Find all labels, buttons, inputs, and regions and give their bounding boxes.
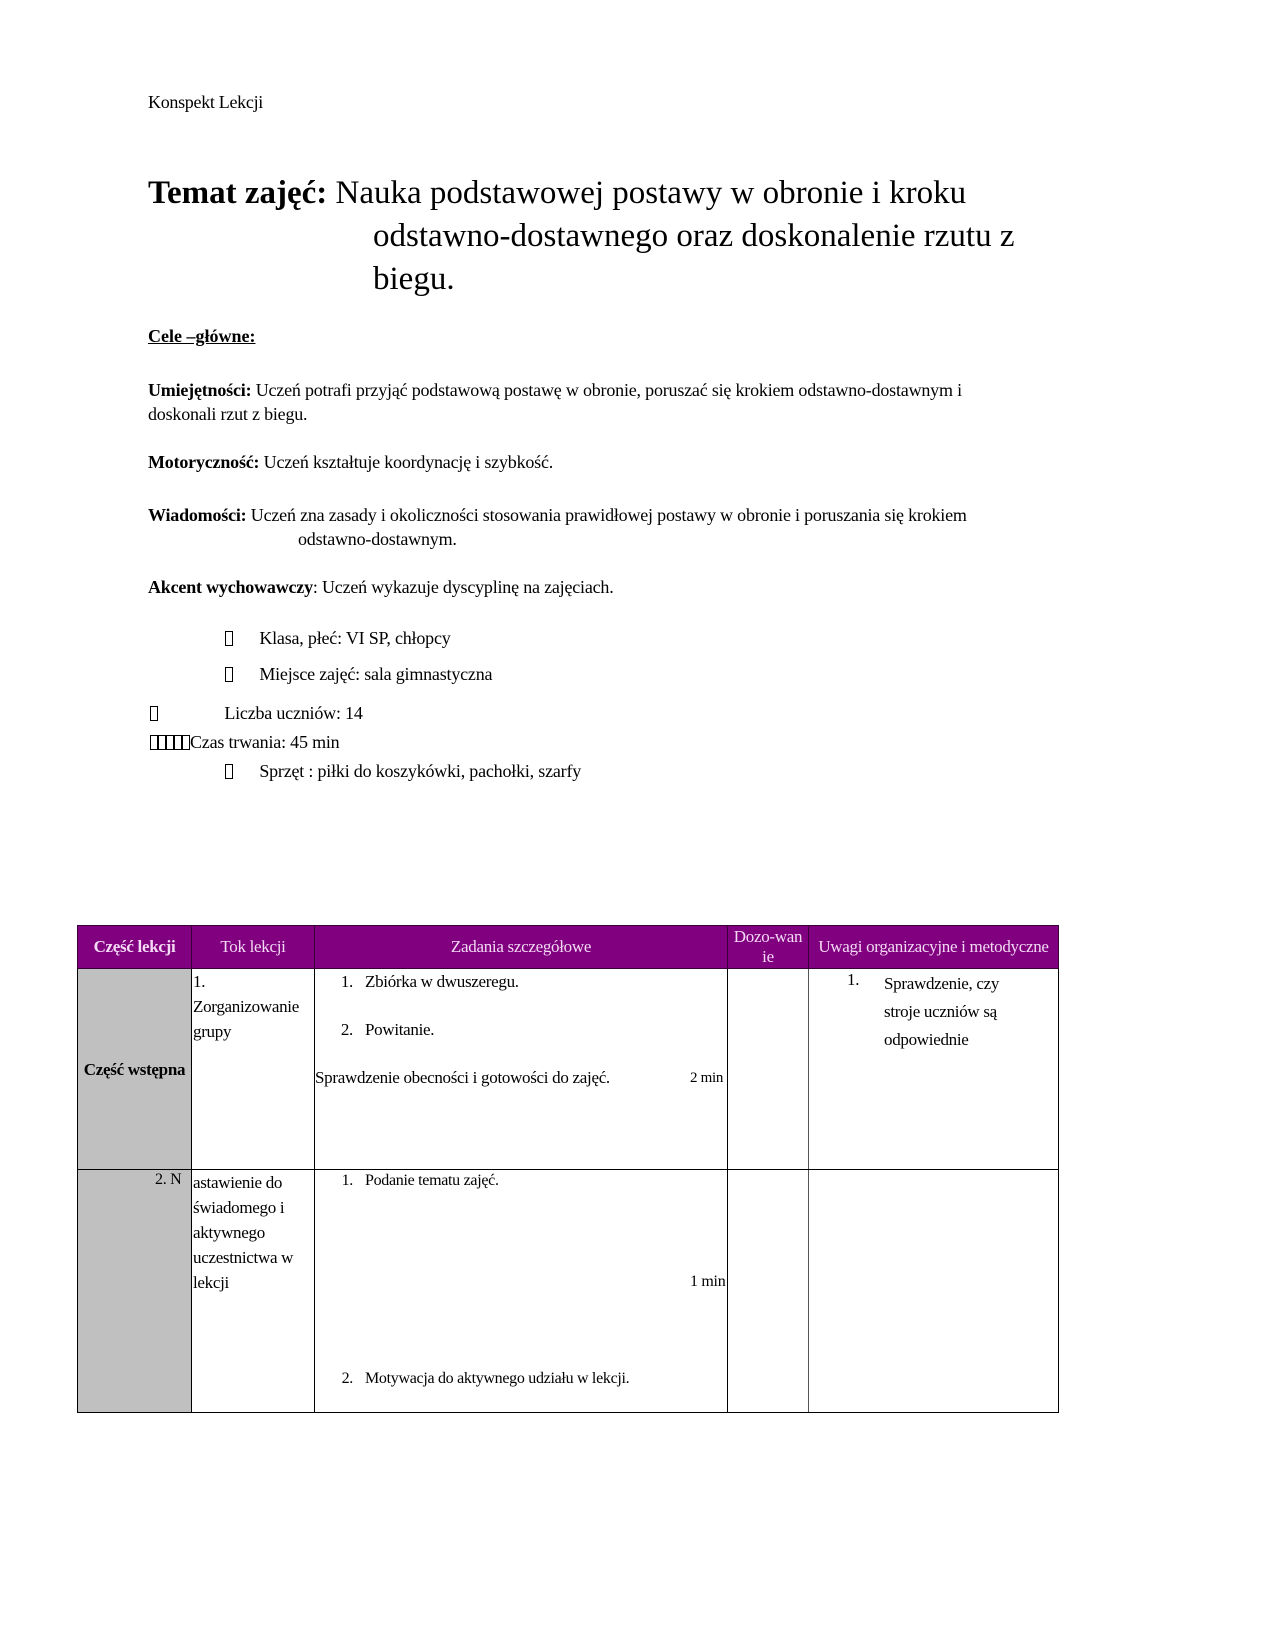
duration-label: 2 min — [690, 1070, 724, 1086]
topic-line-1 — [148, 172, 1128, 215]
goals-heading: Cele –główne: — [148, 326, 256, 346]
bullet-icon — [225, 631, 233, 646]
header-notes: Uwagi organizacyjne i metodyczne — [809, 926, 1059, 969]
info-place — [225, 664, 492, 685]
goal-educational-text: : Uczeń wykazuje dyscyplinę na zajęciach. — [312, 577, 614, 597]
goal-knowledge-text-2: odstawno-dostawnym. — [298, 529, 457, 549]
goal-motor — [148, 450, 1128, 474]
goal-skills-label: Umiejętności: — [148, 380, 252, 400]
info-duration-text: Czas trwania: 45 min — [190, 732, 340, 752]
flow-line: lekcji — [193, 1273, 229, 1292]
tasks-cell — [315, 1170, 728, 1413]
goal-knowledge-label: Wiadomości: — [148, 505, 247, 525]
lesson-plan-table — [77, 925, 1059, 1413]
lesson-topic — [148, 172, 1128, 301]
flow-line: astawienie do — [193, 1173, 283, 1192]
info-equipment-text: Sprzęt : piłki do koszykówki, pachołki, szarfy — [259, 761, 582, 781]
task-extra: Sprawdzenie obecności i gotowości do zajęć. — [315, 1068, 610, 1087]
topic-line-3: biegu. — [373, 261, 455, 297]
flow-number: 2. N — [155, 1171, 182, 1188]
notes-cell — [809, 1170, 1059, 1413]
flow-line: uczestnictwa w — [193, 1248, 294, 1267]
goal-skills — [148, 378, 1128, 426]
bullet-icon — [225, 764, 233, 779]
goal-knowledge — [148, 503, 1128, 551]
goal-educational — [148, 575, 1128, 599]
missing-glyph-icons — [150, 732, 190, 752]
header-dosage: Dozo-wan ie — [728, 926, 809, 969]
task-item: 2. Motywacja do aktywnego udziału w lekcji. — [341, 1370, 630, 1387]
topic-label: Temat zajęć: — [148, 175, 328, 211]
note-line: Sprawdzenie, czy — [884, 974, 1000, 993]
task-item: 1. Zbiórka w dwuszeregu. — [340, 972, 519, 991]
table-row — [78, 1170, 1059, 1413]
part-cell — [78, 1170, 192, 1413]
note-line: stroje uczniów są — [884, 1002, 997, 1021]
flow-cell — [192, 1170, 315, 1413]
flow-line: aktywnego — [193, 1223, 265, 1242]
goal-motor-text: Uczeń kształtuje koordynację i szybkość. — [263, 452, 554, 472]
header-tasks: Zadania szczegółowe — [315, 926, 728, 969]
flow-cell: 1. Zorganizowanie grupy — [192, 969, 315, 1170]
note-num: 1. — [847, 970, 860, 989]
goal-skills-text: Uczeń potrafi przyjąć podstawową postawę w obronie, poruszać się krokiem odstawno-dostawnym i — [255, 380, 962, 400]
topic-line-2: odstawno-dostawnego oraz doskonalenie rzutu z — [373, 218, 1015, 254]
goal-knowledge-text: Uczeń zna zasady i okoliczności stosowania prawidłowej postawy w obronie i poruszania się krokiem — [250, 505, 967, 525]
bullet-icon — [225, 667, 233, 682]
info-students — [150, 703, 363, 724]
goal-skills-text-2: doskonali rzut z biegu. — [148, 404, 308, 424]
notes-cell — [809, 969, 1059, 1170]
header-part: Część lekcji — [78, 926, 192, 969]
task-item: 1. Podanie tematu zajęć. — [341, 1172, 499, 1189]
info-equipment — [225, 761, 581, 782]
info-class — [225, 628, 451, 649]
bullet-icon — [150, 706, 158, 721]
info-students-text: Liczba uczniów: 14 — [224, 703, 363, 723]
info-duration — [150, 732, 339, 753]
info-place-text: Miejsce zajęć: sala gimnastyczna — [259, 664, 493, 684]
task-item: 2. Powitanie. — [340, 1020, 435, 1039]
dosage-cell — [728, 969, 809, 1170]
header-flow: Tok lekcji — [192, 926, 315, 969]
goal-educational-label: Akcent wychowawczy — [148, 577, 313, 597]
info-class-text: Klasa, płeć: VI SP, chłopcy — [259, 628, 451, 648]
tasks-cell — [315, 969, 728, 1170]
table-row — [78, 969, 1059, 1170]
duration-label: 1 min — [690, 1273, 726, 1290]
dosage-cell — [728, 1170, 809, 1413]
note-line: odpowiednie — [884, 1030, 969, 1049]
table-header-row — [78, 926, 1059, 969]
topic-text-1: Nauka podstawowej postawy w obronie i kroku — [335, 175, 967, 211]
part-cell: Część wstępna — [78, 969, 192, 1170]
flow-line: świadomego i — [193, 1198, 285, 1217]
goal-motor-label: Motoryczność: — [148, 452, 260, 472]
document-header: Konspekt Lekcji — [148, 92, 263, 112]
